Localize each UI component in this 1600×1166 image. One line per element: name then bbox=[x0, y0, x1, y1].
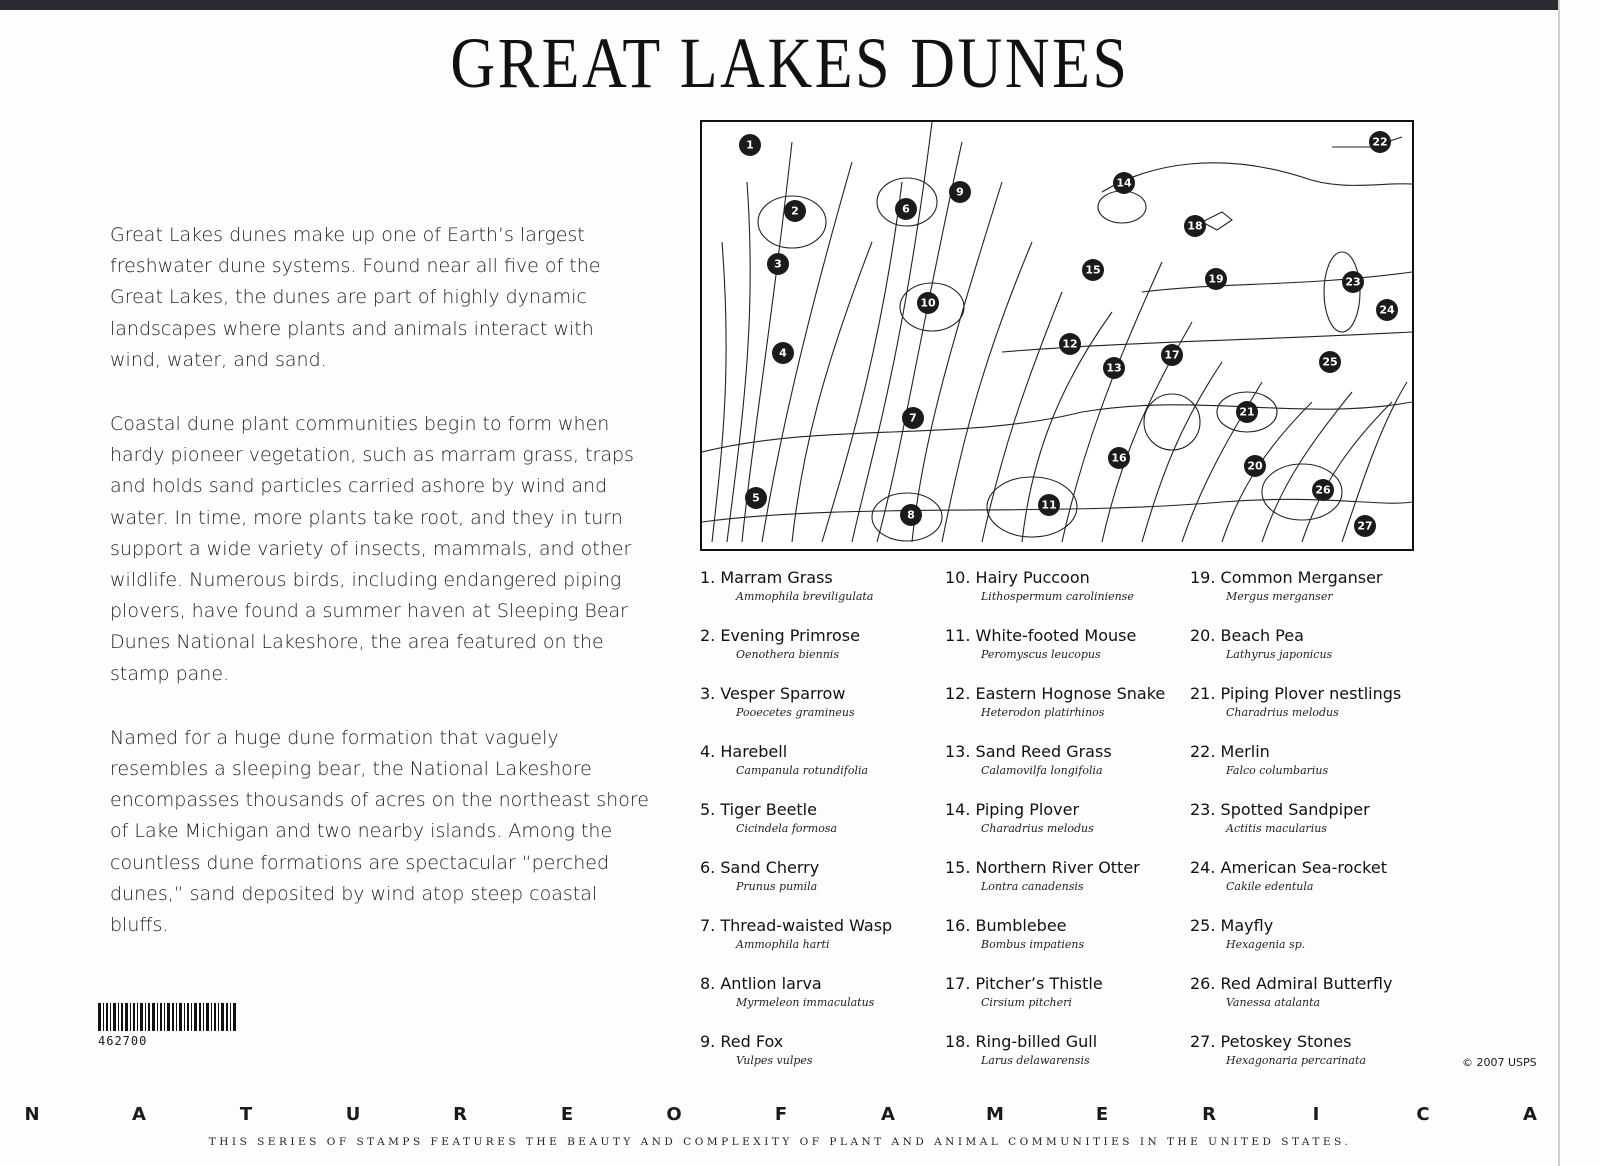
illustration-badge bbox=[902, 407, 924, 429]
illustration-drawing bbox=[702, 122, 1412, 549]
banner-letter: T bbox=[239, 1104, 253, 1125]
svg-text:24: 24 bbox=[1379, 303, 1395, 317]
species-name: 16. Bumblebee bbox=[945, 916, 1067, 935]
species-name: 10. Hairy Puccoon bbox=[945, 568, 1090, 587]
banner-letter: M bbox=[986, 1104, 1004, 1125]
svg-text:19: 19 bbox=[1208, 272, 1224, 286]
species-scientific-name: Oenothera biennis bbox=[736, 648, 839, 661]
key-item bbox=[945, 858, 1195, 893]
illustration-badge bbox=[1059, 333, 1081, 355]
illustration-badge bbox=[1113, 172, 1135, 194]
key-item bbox=[1190, 742, 1440, 777]
banner-letter: I bbox=[1312, 1104, 1320, 1125]
svg-text:17: 17 bbox=[1164, 348, 1180, 362]
species-name: 2. Evening Primrose bbox=[700, 626, 860, 645]
key-item bbox=[945, 916, 1195, 951]
species-name: 26. Red Admiral Butterfly bbox=[1190, 974, 1393, 993]
species-scientific-name: Falco columbarius bbox=[1226, 764, 1329, 777]
page-title: GREAT LAKES DUNES bbox=[450, 23, 1130, 103]
species-scientific-name: Vanessa atalanta bbox=[1226, 996, 1321, 1009]
species-name: 11. White-footed Mouse bbox=[945, 626, 1137, 645]
illustration-badge bbox=[1103, 357, 1125, 379]
banner-letter: N bbox=[24, 1104, 40, 1125]
species-scientific-name: Charadrius melodus bbox=[981, 822, 1094, 835]
page-edge bbox=[1558, 0, 1560, 1166]
banner-letter: R bbox=[453, 1104, 467, 1125]
species-scientific-name: Hexagonaria percarinata bbox=[1226, 1054, 1366, 1067]
species-name: 8. Antlion larva bbox=[700, 974, 822, 993]
species-name: 7. Thread-waisted Wasp bbox=[700, 916, 893, 935]
key-item bbox=[700, 568, 950, 603]
species-scientific-name: Lathyrus japonicus bbox=[1226, 648, 1333, 661]
banner-letter: A bbox=[132, 1104, 146, 1125]
banner-letter: C bbox=[1416, 1104, 1430, 1125]
key-item bbox=[1190, 858, 1440, 893]
illustration-badge bbox=[1184, 215, 1206, 237]
copyright-notice: © 2007 USPS bbox=[1462, 1056, 1537, 1069]
top-border-bar bbox=[0, 0, 1560, 10]
species-scientific-name: Peromyscus leucopus bbox=[981, 648, 1101, 661]
dune-illustration bbox=[700, 120, 1414, 551]
svg-text:20: 20 bbox=[1247, 459, 1263, 473]
svg-text:3: 3 bbox=[774, 257, 782, 271]
species-scientific-name: Lithospermum caroliniense bbox=[981, 590, 1134, 603]
species-name: 3. Vesper Sparrow bbox=[700, 684, 846, 703]
key-item bbox=[945, 1032, 1195, 1067]
species-name: 27. Petoskey Stones bbox=[1190, 1032, 1352, 1051]
illustration-badge bbox=[767, 253, 789, 275]
illustration-badge bbox=[1342, 271, 1364, 293]
species-scientific-name: Campanula rotundifolia bbox=[736, 764, 869, 777]
species-name: 20. Beach Pea bbox=[1190, 626, 1304, 645]
illustration-badge bbox=[1205, 268, 1227, 290]
barcode-number: 462700 bbox=[98, 1034, 148, 1048]
key-item bbox=[700, 742, 950, 777]
species-name: 18. Ring-billed Gull bbox=[945, 1032, 1098, 1051]
illustration-badge bbox=[949, 181, 971, 203]
species-scientific-name: Charadrius melodus bbox=[1226, 706, 1339, 719]
species-name: 22. Merlin bbox=[1190, 742, 1270, 761]
svg-text:15: 15 bbox=[1085, 263, 1101, 277]
barcode bbox=[98, 1003, 238, 1031]
species-scientific-name: Prunus pumila bbox=[736, 880, 818, 893]
illustration-badge bbox=[745, 487, 767, 509]
key-item bbox=[700, 684, 950, 719]
species-name: 24. American Sea-rocket bbox=[1190, 858, 1387, 877]
key-item bbox=[945, 742, 1195, 777]
key-item bbox=[945, 974, 1195, 1009]
intro-paragraph: Named for a huge dune formation that vaguely resembles a sleeping bear, the National Lakeshore encompasses thousands of acres on the northeast shore of Lake Michigan and two nearby islands. Among the countless dune formations are spectacular “perched dunes,” sand deposited by wind atop steep coastal bluffs. bbox=[110, 726, 649, 937]
svg-text:8: 8 bbox=[907, 508, 915, 522]
species-name: 15. Northern River Otter bbox=[945, 858, 1140, 877]
species-name: 17. Pitcher’s Thistle bbox=[945, 974, 1103, 993]
banner-letter: F bbox=[774, 1104, 788, 1125]
species-name: 23. Spotted Sandpiper bbox=[1190, 800, 1370, 819]
species-name: 19. Common Merganser bbox=[1190, 568, 1383, 587]
series-banner bbox=[0, 1104, 1560, 1128]
species-name: 1. Marram Grass bbox=[700, 568, 833, 587]
key-item bbox=[1190, 974, 1440, 1009]
species-scientific-name: Ammophila breviligulata bbox=[736, 590, 874, 603]
key-item bbox=[1190, 800, 1440, 835]
illustration-badge bbox=[1376, 299, 1398, 321]
banner-letter: O bbox=[666, 1104, 682, 1125]
key-item bbox=[700, 800, 950, 835]
key-item bbox=[700, 626, 950, 661]
key-item bbox=[1190, 684, 1440, 719]
key-item bbox=[700, 1032, 950, 1067]
key-item bbox=[700, 858, 950, 893]
species-scientific-name: Pooecetes gramineus bbox=[736, 706, 855, 719]
species-name: 4. Harebell bbox=[700, 742, 788, 761]
illustration-badge bbox=[1161, 344, 1183, 366]
illustration-badge bbox=[1236, 401, 1258, 423]
illustration-badge bbox=[900, 504, 922, 526]
species-scientific-name: Larus delawarensis bbox=[981, 1054, 1090, 1067]
key-item bbox=[945, 568, 1195, 603]
horizon-bluff bbox=[1102, 163, 1412, 192]
species-scientific-name: Cakile edentula bbox=[1226, 880, 1314, 893]
svg-text:18: 18 bbox=[1187, 219, 1203, 233]
species-name: 25. Mayfly bbox=[1190, 916, 1274, 935]
svg-text:12: 12 bbox=[1062, 337, 1078, 351]
banner-letter: U bbox=[345, 1104, 361, 1125]
intro-paragraph: Coastal dune plant communities begin to form when hardy pioneer vegetation, such as marram grass, traps and holds sand particles carried ashore by wind and water. In time, more plants take root, and they in turn support a wide variety of insects, mammals, and other wildlife. Numerous birds, including endangered piping plovers, have found a summer haven at Sleeping Bear Dunes National Lakeshore, the area featured on the stamp pane. bbox=[110, 413, 634, 685]
svg-text:6: 6 bbox=[902, 202, 910, 216]
svg-text:4: 4 bbox=[779, 346, 787, 360]
illustration-badge bbox=[1244, 455, 1266, 477]
svg-text:22: 22 bbox=[1372, 135, 1388, 149]
key-item bbox=[945, 800, 1195, 835]
species-name: 6. Sand Cherry bbox=[700, 858, 820, 877]
illustration-badge bbox=[1082, 259, 1104, 281]
species-scientific-name: Mergus merganser bbox=[1226, 590, 1333, 603]
illustration-badge bbox=[895, 198, 917, 220]
illustration-badge bbox=[917, 292, 939, 314]
key-item bbox=[945, 684, 1195, 719]
series-description: THIS SERIES OF STAMPS FEATURES THE BEAUTY AND COMPLEXITY OF PLANT AND ANIMAL COMMUNITIES IN THE UNITED STATES. bbox=[208, 1136, 1352, 1148]
water-line bbox=[1142, 272, 1412, 292]
species-scientific-name: Heterodon platirhinos bbox=[981, 706, 1105, 719]
species-scientific-name: Lontra canadensis bbox=[981, 880, 1084, 893]
svg-text:5: 5 bbox=[752, 491, 760, 505]
banner-letter: E bbox=[560, 1104, 574, 1125]
species-scientific-name: Calamovilfa longifolia bbox=[981, 764, 1103, 777]
species-name: 14. Piping Plover bbox=[945, 800, 1080, 819]
species-name: 5. Tiger Beetle bbox=[700, 800, 817, 819]
species-scientific-name: Myrmeleon immaculatus bbox=[736, 996, 875, 1009]
key-item bbox=[700, 974, 950, 1009]
intro-paragraph: Great Lakes dunes make up one of Earth’s largest freshwater dune systems. Found near all five of the Great Lakes, the dunes are part of highly dynamic landscapes where plants and animals interact with wind, water, and sand. bbox=[110, 224, 601, 371]
svg-text:1: 1 bbox=[746, 138, 754, 152]
illustration-badge bbox=[784, 200, 806, 222]
species-scientific-name: Cirsium pitcheri bbox=[981, 996, 1072, 1009]
species-name: 13. Sand Reed Grass bbox=[945, 742, 1112, 761]
species-scientific-name: Actitis macularius bbox=[1226, 822, 1327, 835]
svg-text:23: 23 bbox=[1345, 275, 1361, 289]
banner-letter: E bbox=[1095, 1104, 1109, 1125]
svg-text:10: 10 bbox=[920, 296, 936, 310]
species-name: 12. Eastern Hognose Snake bbox=[945, 684, 1166, 703]
svg-text:2: 2 bbox=[791, 204, 799, 218]
svg-text:21: 21 bbox=[1239, 405, 1255, 419]
svg-text:26: 26 bbox=[1315, 483, 1331, 497]
svg-text:9: 9 bbox=[956, 185, 964, 199]
illustration-badge bbox=[1312, 479, 1334, 501]
illustration-badge bbox=[1038, 494, 1060, 516]
svg-text:25: 25 bbox=[1322, 355, 1338, 369]
species-scientific-name: Hexagenia sp. bbox=[1226, 938, 1306, 951]
banner-letter: A bbox=[1523, 1104, 1537, 1125]
species-name: 9. Red Fox bbox=[700, 1032, 784, 1051]
key-item bbox=[1190, 916, 1440, 951]
key-item bbox=[1190, 626, 1440, 661]
svg-text:16: 16 bbox=[1111, 451, 1127, 465]
svg-text:13: 13 bbox=[1106, 361, 1122, 375]
species-scientific-name: Ammophila harti bbox=[736, 938, 830, 951]
illustration-badge bbox=[772, 342, 794, 364]
illustration-badge bbox=[1108, 447, 1130, 469]
illustration-badge bbox=[1319, 351, 1341, 373]
key-item bbox=[945, 626, 1195, 661]
key-item bbox=[700, 916, 950, 951]
svg-text:7: 7 bbox=[909, 411, 917, 425]
banner-letter: R bbox=[1202, 1104, 1216, 1125]
key-item bbox=[1190, 568, 1440, 603]
species-scientific-name: Bombus impatiens bbox=[981, 938, 1085, 951]
illustration-badge bbox=[739, 134, 761, 156]
species-name: 21. Piping Plover nestlings bbox=[1190, 684, 1402, 703]
illustration-badge bbox=[1369, 131, 1391, 153]
species-scientific-name: Cicindela formosa bbox=[736, 822, 838, 835]
svg-text:14: 14 bbox=[1116, 176, 1132, 190]
svg-text:27: 27 bbox=[1357, 519, 1373, 533]
illustration-badge bbox=[1354, 515, 1376, 537]
banner-letter: A bbox=[881, 1104, 895, 1125]
key-item bbox=[1190, 1032, 1440, 1067]
species-scientific-name: Vulpes vulpes bbox=[736, 1054, 813, 1067]
intro-text bbox=[110, 220, 650, 974]
svg-text:11: 11 bbox=[1041, 498, 1057, 512]
